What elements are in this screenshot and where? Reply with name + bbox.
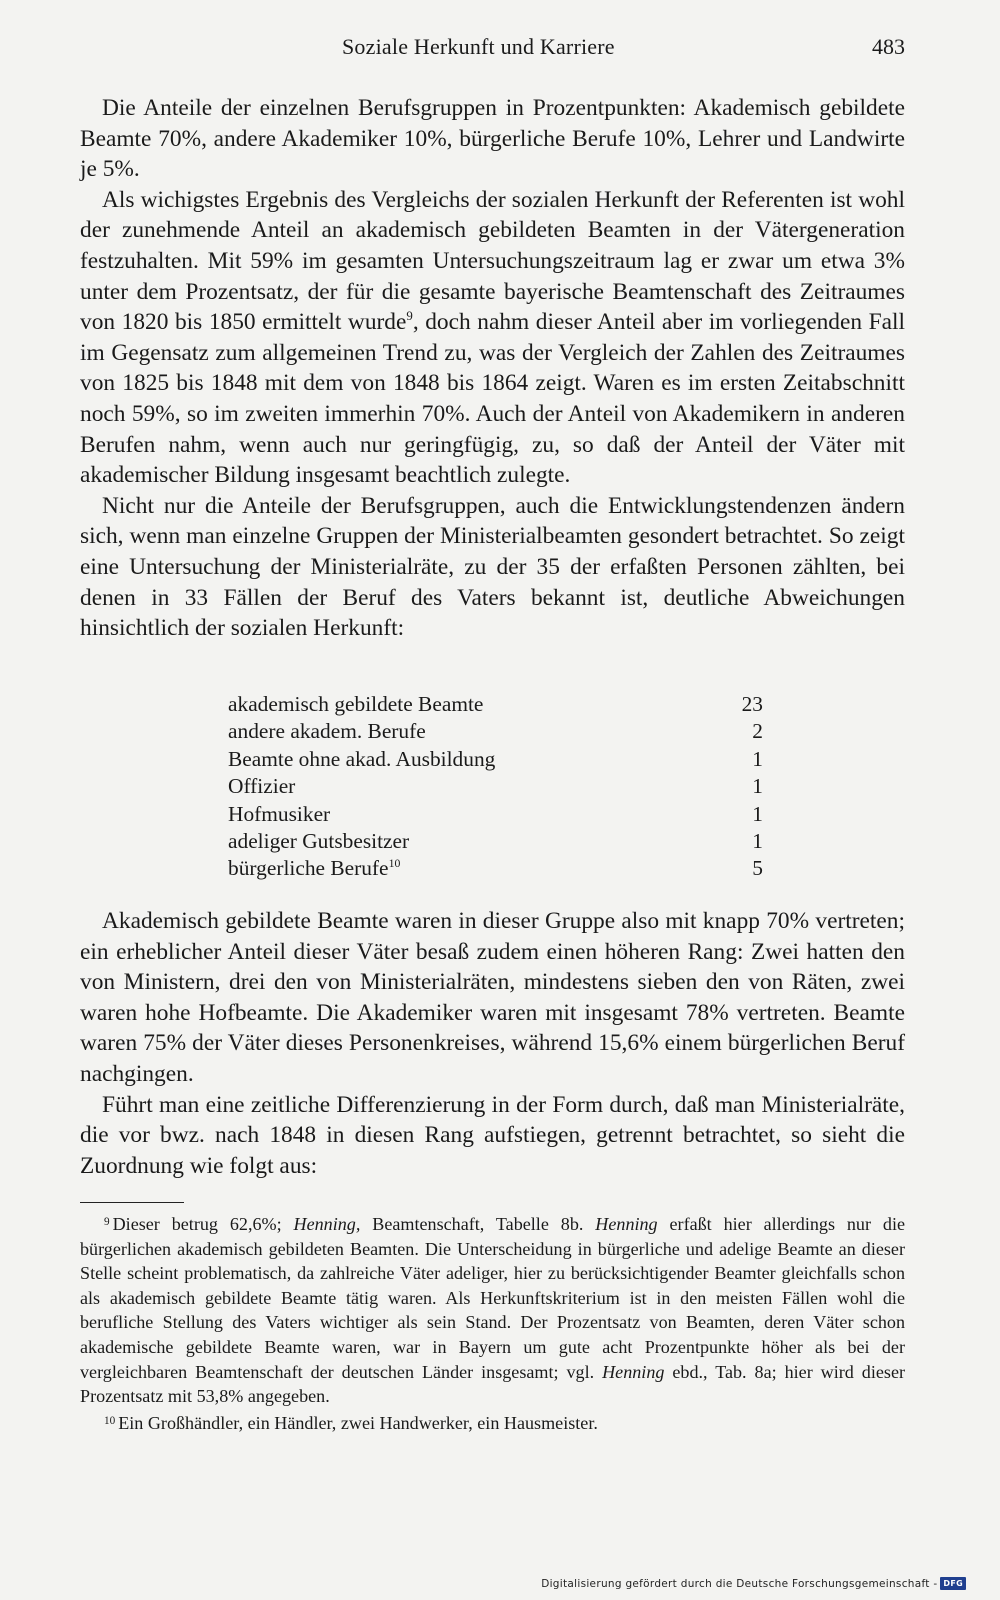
row-count: 1 — [752, 829, 763, 854]
row-label: Hofmusiker — [228, 801, 331, 826]
row-count: 1 — [752, 774, 763, 799]
row-label: andere akadem. Berufe — [228, 719, 426, 744]
paragraph-text: Als wichigstes Ergebnis des Vergleichs der sozialen Herkunft der Referenten ist wohl der zunehmende Anteil an akademisch gebildeten Beamten in der Vätergeneration festzuhalten. Mit 59% im gesamten Untersuchungszeitraum lag er zwar um etwa 3% unter dem Prozentsatz, der für die gesamte bayerische Beamtenschaft des Zeitraumes von 1820 bis 1850 ermittelt wurde — [80, 186, 905, 336]
footnote-ref-10[interactable]: 10 — [388, 857, 401, 871]
footnote-mark: 9 — [104, 1216, 110, 1228]
profession-table — [228, 691, 763, 883]
row-label: Beamte ohne akad. Ausbildung — [228, 746, 496, 771]
row-count: 1 — [752, 801, 763, 826]
row-count: 2 — [752, 719, 763, 744]
paragraph — [80, 185, 905, 491]
row-label: adeliger Gutsbesitzer — [228, 829, 410, 854]
table-row — [228, 718, 763, 745]
footnote-ref-9[interactable]: 9 — [406, 309, 413, 324]
paragraph: Führt man eine zeitliche Differenzierung in der Form durch, daß man Ministerialräte, die vor bwz. nach 1848 in diesen Rang aufstiegen, getrennt betrachtet, so sieht die Zuordnung wie folgt aus: — [80, 1091, 905, 1179]
table-row — [228, 691, 763, 718]
footnote-text: Ein Großhändler, ein Händler, zwei Handwerker, ein Hausmeister. — [118, 1412, 598, 1433]
table-row — [228, 746, 763, 773]
table-row — [228, 855, 763, 882]
funding-note — [541, 1577, 966, 1590]
table-row — [228, 773, 763, 800]
footnote-author: Henning — [595, 1214, 658, 1235]
paragraph-text: , doch — [412, 309, 471, 336]
row-label-text: bürgerliche Berufe — [228, 856, 389, 881]
footnote-text: erfaßt hier allerdings nur die bürgerlichen akademisch gebildeten Beamten. Die Unterscheidung in bürgerliche und adelige Beamte an dieser Stelle scheint problematisch, da zahlreiche Väter adeliger, hier zu berücksichtigender Beamter gleichfalls schon als akademisch gebildete Beamte tätig waren. Als Herkunftskriterium ist in den meisten Fällen wohl die berufliche Stellung des Vaters wichtiger als sein Stand. Der Prozentsatz von Beamten, deren Väter schon akademische gebildete Beamte waren, war in Bayern um gute acht Prozentpunkte höher als bei der vergleichbaren Beamtenschaft der deutschen Länder insgesamt; vgl. — [80, 1214, 905, 1382]
footnote-9 — [80, 1210, 905, 1409]
footnote-author: Henning, — [293, 1214, 361, 1235]
paragraph: Die Anteile der einzelnen Berufsgruppen in Prozentpunkten: Akademisch gebildete Beamte 70%, andere Akademiker 10%, bürgerliche Berufe 10%, Lehrer und Landwirte je 5%. — [80, 95, 905, 183]
row-count: 1 — [752, 746, 763, 771]
table-row — [228, 828, 763, 855]
row-count: 5 — [752, 856, 763, 881]
table-row — [228, 801, 763, 828]
footnote-text: ebd., Tab. 8a; hier wird dieser Prozentsatz mit 53,8% angegeben. — [80, 1361, 906, 1407]
dfg-logo-icon: DFG — [940, 1577, 966, 1590]
main-text-block — [80, 93, 905, 644]
footnote-text: Dieser betrug 62,6%; — [112, 1214, 282, 1235]
row-label: Offizier — [228, 774, 296, 799]
paragraph: Akademisch gebildete Beamte waren in dieser Gruppe also mit knapp 70% vertreten; ein erheblicher Anteil dieser Väter besaß zudem einen höheren Rang: Zwei hatten den von Ministern, drei den von Ministerialräten, mindestens sieben den von Räten, zwei waren hohe Hofbeamte. Die Akademiker waren mit insgesamt 78% vertreten. Beamte waren 75% der Väter dieses Personenkreises, während 15,6% einem bürgerlichen Beruf nachgingen. — [80, 908, 905, 1087]
paragraph-text: nahm dieser Anteil aber im vorliegenden Fall im Gegensatz zum allgemeinen Trend zu, was der Vergleich der Zahlen des Zeitraumes von 1825 bis 1848 mit dem von 1848 bis 1864 zeigt. Waren es im ersten Zeitabschnitt noch 59%, so im zweiten immerhin 70%. Auch der Anteil von Akademikern in anderen Berufen nahm, wenn auch nur geringfügig, zu, so daß der Anteil der Väter mit akademischer Bildung insgesamt beachtlich zulegte. — [80, 309, 905, 489]
page-number: 483 — [872, 34, 905, 59]
footnote-text: Beamtenschaft, Tabelle 8b. — [372, 1214, 584, 1235]
funding-text: Digitalisierung gefördert durch die Deutsche Forschungsgemeinschaft - — [541, 1577, 938, 1590]
footnotes — [80, 1210, 905, 1435]
footnote-10 — [80, 1409, 905, 1436]
main-text-block-2 — [80, 906, 905, 1181]
running-head: Soziale Herkunft und Karriere — [342, 34, 615, 59]
row-label: akademisch gebildete Beamte — [228, 692, 484, 716]
footnote-author: Henning — [602, 1361, 665, 1382]
paragraph: Nicht nur die Anteile der Berufsgruppen, auch die Entwicklungstendenzen ändern sich, wenn man einzelne Gruppen der Ministerialbeamten gesondert betrachtet. So zeigt eine Untersuchung der Ministerialräte, zu der 35 der erfaßten Personen zählten, bei denen in 33 Fällen der Beruf des Vaters bekannt ist, deutliche Abweichungen hinsichtlich der sozialen Herkunft: — [80, 492, 905, 642]
footnote-divider — [80, 1202, 184, 1203]
row-count: 23 — [741, 692, 763, 716]
footnote-mark: 10 — [104, 1414, 116, 1427]
row-label — [228, 855, 400, 882]
